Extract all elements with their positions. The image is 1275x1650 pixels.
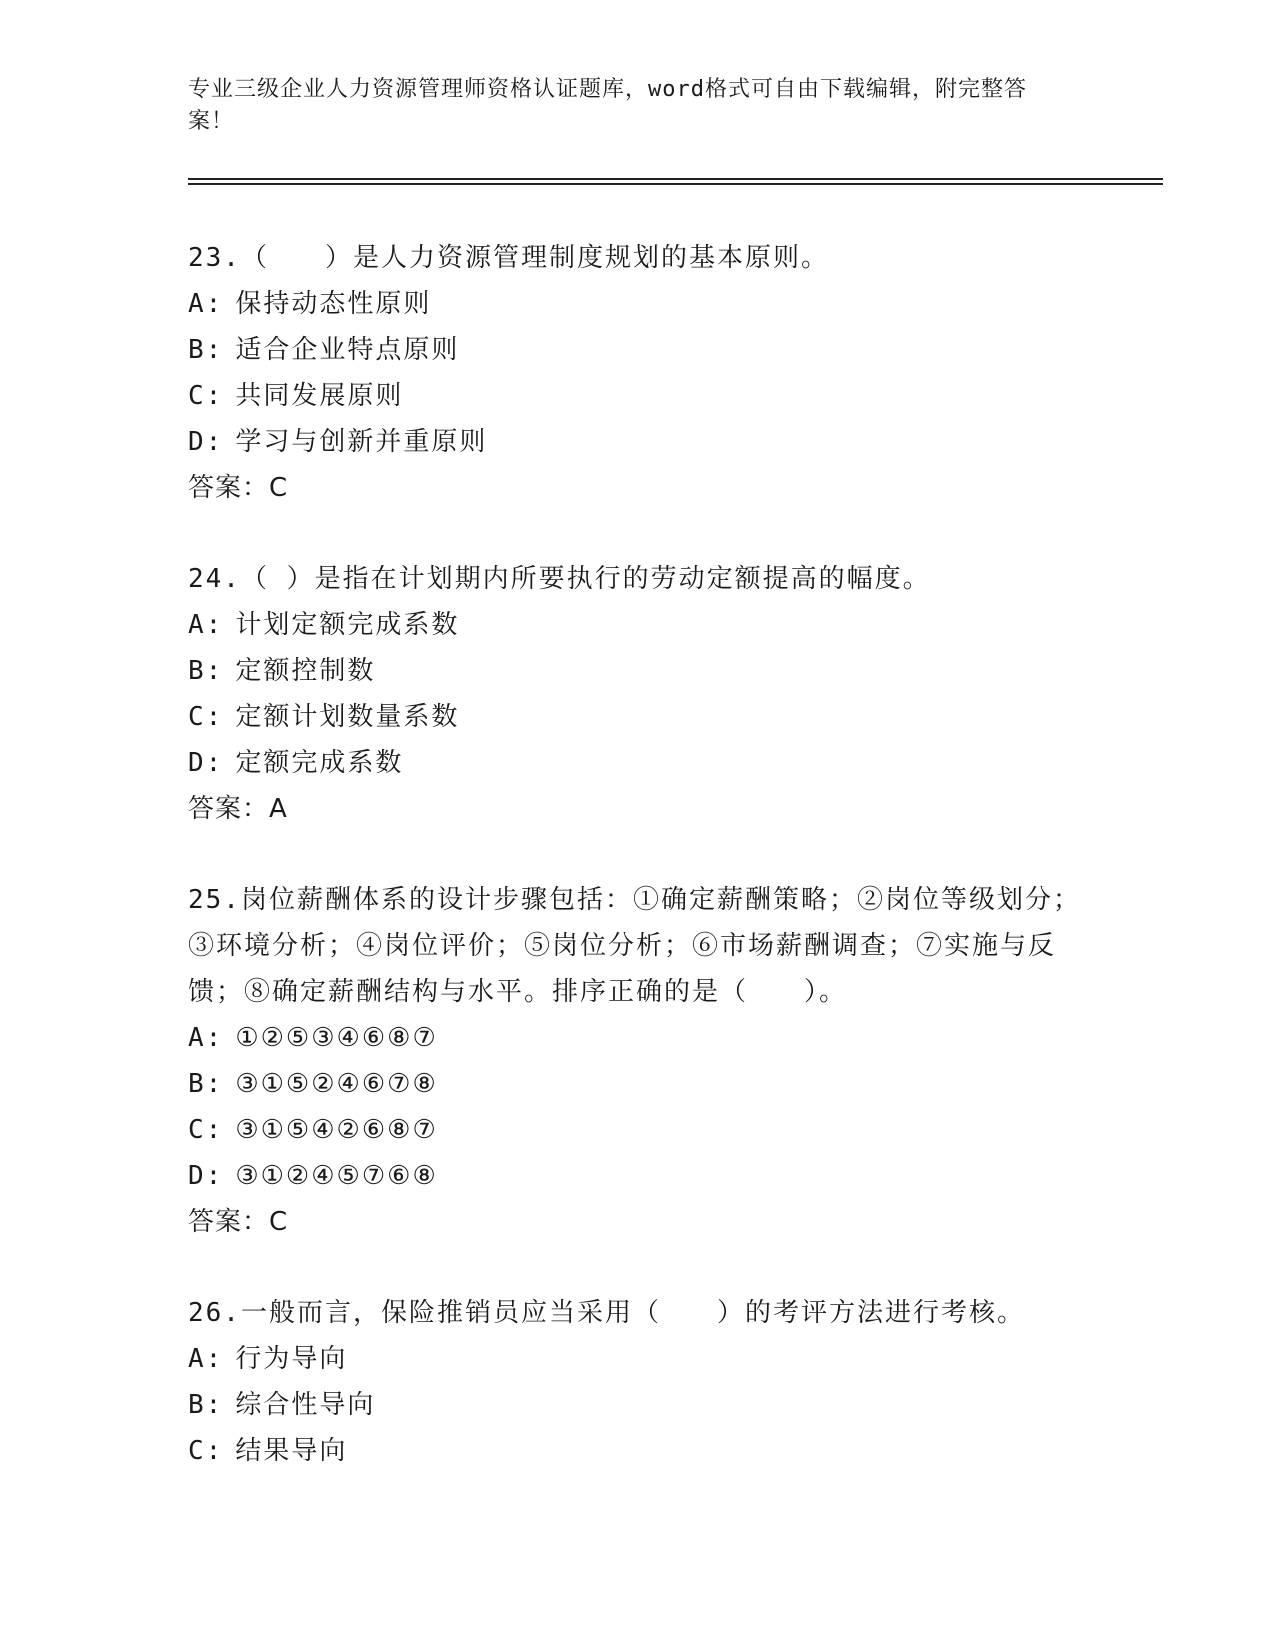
option-text: 学习与创新并重原则 — [235, 427, 488, 457]
option-b — [188, 648, 1088, 694]
option-c — [188, 694, 1088, 740]
question-23 — [188, 235, 1088, 511]
question-25 — [188, 877, 1088, 1245]
option-c — [188, 373, 1088, 419]
option-d — [188, 1153, 1088, 1199]
option-letter: D: — [188, 1161, 224, 1191]
option-text: 行为导向 — [235, 1344, 348, 1374]
answer-line: 答案：C — [188, 473, 289, 503]
option-letter: A: — [188, 1344, 224, 1374]
question-24 — [188, 556, 1088, 832]
option-text: ③①⑤②④⑥⑦⑧ — [235, 1069, 438, 1099]
question-stem: 25.岗位薪酬体系的设计步骤包括：①确定薪酬策略；②岗位等级划分；③环境分析；④岗位评价；⑤岗位分析；⑥市场薪酬调查；⑦实施与反馈；⑧确定薪酬结构与水平。排序正确的是（ ）。 — [188, 885, 1081, 1007]
option-b — [188, 327, 1088, 373]
question-26 — [188, 1290, 1088, 1474]
option-letter: A: — [188, 289, 224, 319]
question-stem: 24.（ ）是指在计划期内所要执行的劳动定额提高的幅度。 — [188, 564, 931, 594]
option-c — [188, 1107, 1088, 1153]
option-a — [188, 1336, 1088, 1382]
option-b — [188, 1382, 1088, 1428]
option-text: 定额完成系数 — [235, 748, 404, 778]
document-header: 专业三级企业人力资源管理师资格认证题库，word格式可自由下载编辑，附完整答案！ — [188, 77, 1027, 134]
option-letter: D: — [188, 748, 224, 778]
option-letter: B: — [188, 335, 224, 365]
option-letter: A: — [188, 1023, 224, 1053]
option-d — [188, 419, 1088, 465]
option-letter: B: — [188, 656, 224, 686]
option-text: ①②⑤③④⑥⑧⑦ — [235, 1023, 438, 1053]
option-text: 保持动态性原则 — [235, 289, 432, 319]
option-text: 定额计划数量系数 — [235, 702, 460, 732]
question-stem: 23.（ ）是人力资源管理制度规划的基本原则。 — [188, 243, 829, 273]
option-letter: B: — [188, 1069, 224, 1099]
option-text: ③①⑤④②⑥⑧⑦ — [235, 1115, 438, 1145]
answer-line: 答案：A — [188, 794, 288, 824]
option-text: 定额控制数 — [235, 656, 376, 686]
option-letter: D: — [188, 427, 224, 457]
option-text: 计划定额完成系数 — [235, 610, 460, 640]
option-text: 结果导向 — [235, 1436, 348, 1466]
option-b — [188, 1061, 1088, 1107]
option-text: 共同发展原则 — [235, 381, 404, 411]
option-letter: C: — [188, 1436, 224, 1466]
answer-line: 答案：C — [188, 1207, 289, 1237]
option-a — [188, 1015, 1088, 1061]
option-c — [188, 1428, 1088, 1474]
option-letter: B: — [188, 1390, 224, 1420]
option-text: 综合性导向 — [235, 1390, 376, 1420]
option-letter: C: — [188, 1115, 224, 1145]
option-text: ③①②④⑤⑦⑥⑧ — [235, 1161, 438, 1191]
option-letter: C: — [188, 702, 224, 732]
option-a — [188, 281, 1088, 327]
option-d — [188, 740, 1088, 786]
question-stem: 26.一般而言，保险推销员应当采用（ ）的考评方法进行考核。 — [188, 1298, 1025, 1328]
option-letter: A: — [188, 610, 224, 640]
option-a — [188, 602, 1088, 648]
option-letter: C: — [188, 381, 224, 411]
option-text: 适合企业特点原则 — [235, 335, 460, 365]
header-divider-bottom — [188, 183, 1163, 185]
header-divider-top — [188, 178, 1163, 180]
